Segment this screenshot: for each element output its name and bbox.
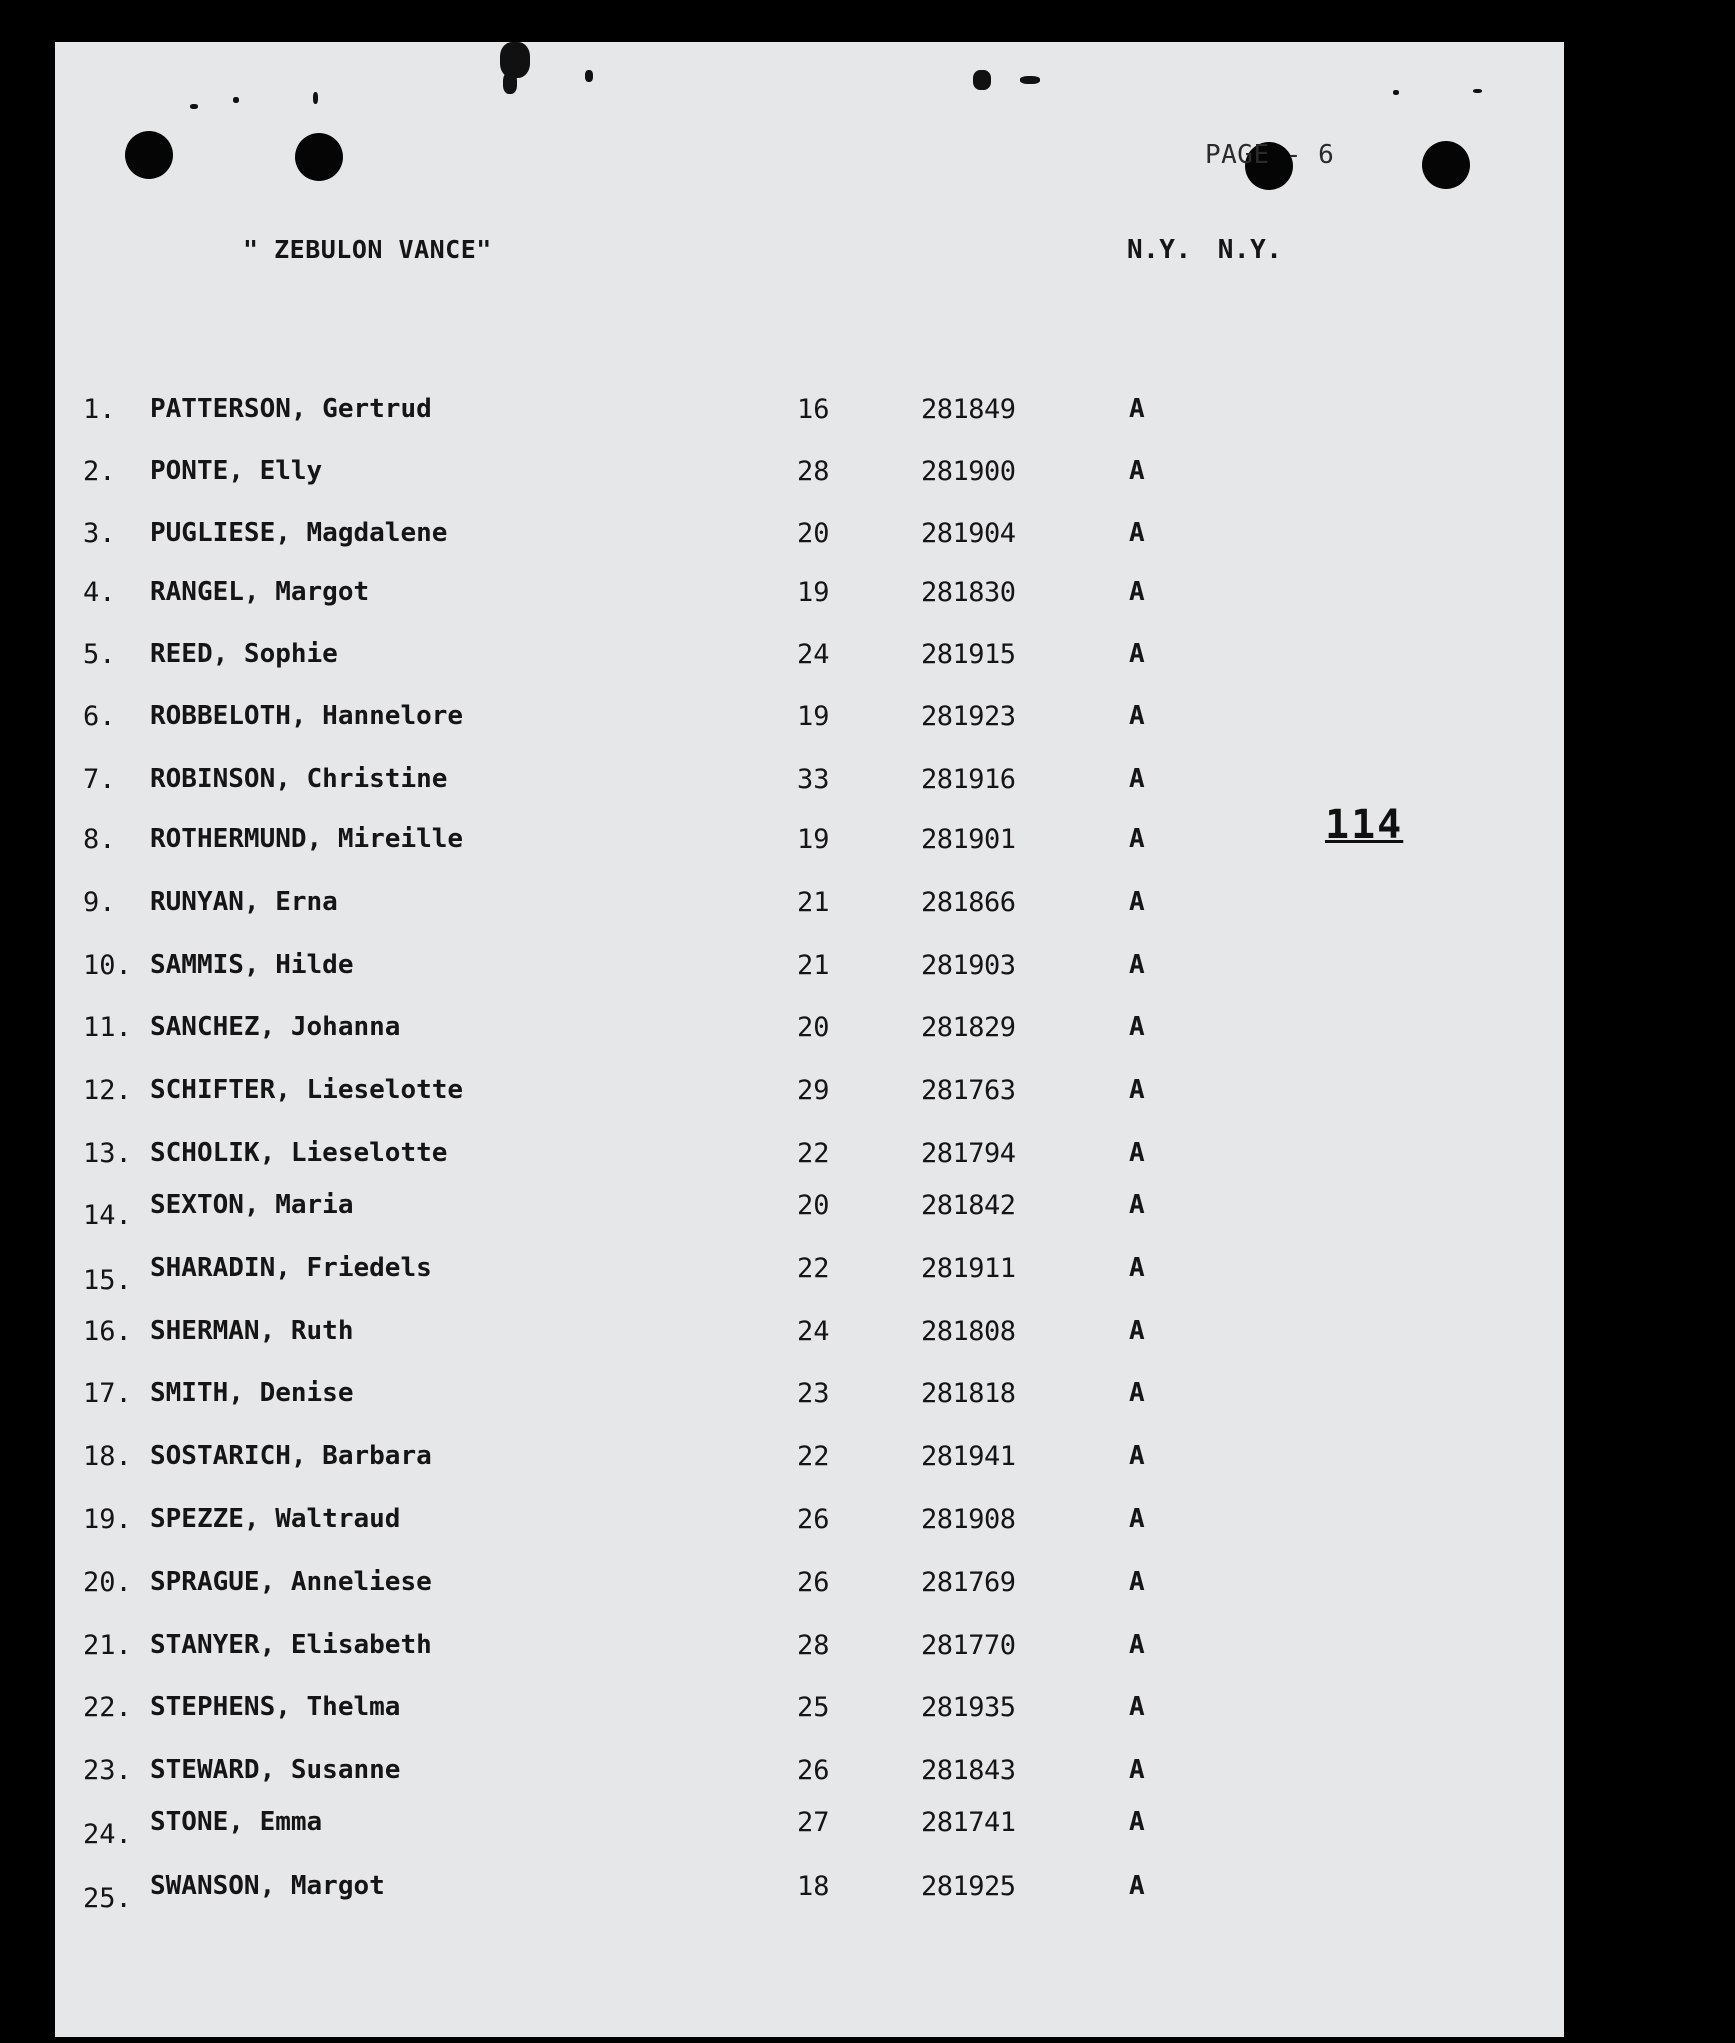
table-row <box>55 1755 1564 1795</box>
passenger-age: 25 <box>797 1692 830 1723</box>
table-row <box>55 701 1564 741</box>
passenger-number: 281925 <box>921 1871 1016 1902</box>
passenger-number: 281842 <box>921 1190 1016 1221</box>
row-number: 23. <box>83 1755 132 1786</box>
table-row <box>55 456 1564 496</box>
row-number: 20. <box>83 1567 132 1598</box>
passenger-name: ROTHERMUND, Mireille <box>150 824 464 854</box>
ink-speck <box>1473 89 1482 93</box>
passenger-class: A <box>1129 1755 1145 1785</box>
passenger-name: ROBBELOTH, Hannelore <box>150 701 464 731</box>
passenger-number: 281908 <box>921 1504 1016 1535</box>
passenger-number: 281923 <box>921 701 1016 732</box>
table-row <box>55 1630 1564 1670</box>
passenger-class: A <box>1129 1692 1145 1722</box>
row-number: 12. <box>83 1075 132 1106</box>
passenger-class: A <box>1129 577 1145 607</box>
passenger-name: SANCHEZ, Johanna <box>150 1012 401 1042</box>
passenger-number: 281770 <box>921 1630 1016 1661</box>
punch-hole <box>1422 141 1470 189</box>
passenger-name: RUNYAN, Erna <box>150 887 338 917</box>
table-row <box>55 577 1564 617</box>
row-number: 13. <box>83 1138 132 1169</box>
passenger-name: PUGLIESE, Magdalene <box>150 518 448 548</box>
passenger-age: 18 <box>797 1871 830 1902</box>
row-number: 9. <box>83 887 116 918</box>
passenger-number: 281901 <box>921 824 1016 855</box>
table-row <box>55 764 1564 804</box>
passenger-class: A <box>1129 1807 1145 1837</box>
passenger-name: SEXTON, Maria <box>150 1190 354 1220</box>
row-number: 6. <box>83 701 116 732</box>
passenger-class: A <box>1129 1567 1145 1597</box>
passenger-number: 281915 <box>921 639 1016 670</box>
ink-speck <box>190 104 198 109</box>
table-row <box>55 1316 1564 1356</box>
table-row <box>55 824 1564 864</box>
passenger-age: 33 <box>797 764 830 795</box>
table-row <box>55 1075 1564 1115</box>
passenger-age: 19 <box>797 701 830 732</box>
passenger-age: 20 <box>797 1012 830 1043</box>
table-row <box>55 1871 1564 1914</box>
port: N.Y. N.Y. <box>1127 235 1283 265</box>
passenger-age: 29 <box>797 1075 830 1106</box>
passenger-number: 281763 <box>921 1075 1016 1106</box>
table-row <box>55 1190 1564 1230</box>
passenger-age: 26 <box>797 1504 830 1535</box>
passenger-class: A <box>1129 1012 1145 1042</box>
passenger-age: 20 <box>797 518 830 549</box>
passenger-name: SPEZZE, Waltraud <box>150 1504 401 1534</box>
passenger-age: 26 <box>797 1567 830 1598</box>
table-row <box>55 518 1564 558</box>
passenger-number: 281900 <box>921 456 1016 487</box>
row-number: 14. <box>83 1200 132 1231</box>
passenger-age: 23 <box>797 1378 830 1409</box>
passenger-class: A <box>1129 518 1145 548</box>
table-row <box>55 1807 1564 1850</box>
passenger-class: A <box>1129 456 1145 486</box>
table-row <box>55 887 1564 927</box>
passenger-name: STONE, Emma <box>150 1807 323 1837</box>
passenger-number: 281903 <box>921 950 1016 981</box>
passenger-class: A <box>1129 1871 1145 1901</box>
passenger-age: 16 <box>797 394 830 425</box>
passenger-name: SCHIFTER, Lieselotte <box>150 1075 464 1105</box>
passenger-age: 26 <box>797 1755 830 1786</box>
passenger-age: 28 <box>797 456 830 487</box>
passenger-class: A <box>1129 1138 1145 1168</box>
passenger-number: 281941 <box>921 1441 1016 1472</box>
row-number: 7. <box>83 764 116 795</box>
passenger-class: A <box>1129 1630 1145 1660</box>
marginal-note: 114 <box>1325 802 1404 848</box>
passenger-number: 281741 <box>921 1807 1016 1838</box>
passenger-age: 21 <box>797 887 830 918</box>
passenger-class: A <box>1129 1441 1145 1471</box>
passenger-class: A <box>1129 950 1145 980</box>
row-number: 1. <box>83 394 116 425</box>
passenger-age: 20 <box>797 1190 830 1221</box>
passenger-number: 281830 <box>921 577 1016 608</box>
table-row <box>55 639 1564 679</box>
passenger-number: 281818 <box>921 1378 1016 1409</box>
passenger-class: A <box>1129 1316 1145 1346</box>
table-row <box>55 1567 1564 1607</box>
passenger-number: 281904 <box>921 518 1016 549</box>
passenger-class: A <box>1129 824 1145 854</box>
passenger-class: A <box>1129 1075 1145 1105</box>
passenger-name: SCHOLIK, Lieselotte <box>150 1138 448 1168</box>
passenger-class: A <box>1129 1190 1145 1220</box>
passenger-age: 24 <box>797 1316 830 1347</box>
ship-name: " ZEBULON VANCE" <box>243 235 492 264</box>
passenger-age: 19 <box>797 824 830 855</box>
passenger-class: A <box>1129 887 1145 917</box>
table-row <box>55 1012 1564 1052</box>
passenger-class: A <box>1129 701 1145 731</box>
row-number: 18. <box>83 1441 132 1472</box>
passenger-class: A <box>1129 1378 1145 1408</box>
table-row <box>55 950 1564 990</box>
punch-hole <box>125 131 173 179</box>
passenger-class: A <box>1129 764 1145 794</box>
ink-speck <box>1393 90 1399 95</box>
table-row <box>55 1253 1564 1296</box>
passenger-name: SWANSON, Margot <box>150 1871 385 1901</box>
table-row <box>55 1138 1564 1178</box>
manifest-page <box>55 42 1564 2037</box>
row-number: 19. <box>83 1504 132 1535</box>
passenger-age: 22 <box>797 1253 830 1284</box>
passenger-class: A <box>1129 1504 1145 1534</box>
ink-speck <box>1020 76 1040 84</box>
ink-speck <box>233 97 239 103</box>
passenger-age: 19 <box>797 577 830 608</box>
row-number: 22. <box>83 1692 132 1723</box>
row-number: 16. <box>83 1316 132 1347</box>
row-number: 11. <box>83 1012 132 1043</box>
passenger-number: 281808 <box>921 1316 1016 1347</box>
passenger-name: SOSTARICH, Barbara <box>150 1441 432 1471</box>
row-number: 8. <box>83 824 116 855</box>
ink-speck <box>973 70 991 90</box>
passenger-age: 21 <box>797 950 830 981</box>
passenger-number: 281843 <box>921 1755 1016 1786</box>
passenger-class: A <box>1129 1253 1145 1283</box>
passenger-age: 28 <box>797 1630 830 1661</box>
row-number: 10. <box>83 950 132 981</box>
passenger-name: PONTE, Elly <box>150 456 323 486</box>
passenger-number: 281935 <box>921 1692 1016 1723</box>
passenger-age: 22 <box>797 1138 830 1169</box>
passenger-name: REED, Sophie <box>150 639 338 669</box>
table-row <box>55 1441 1564 1481</box>
passenger-number: 281916 <box>921 764 1016 795</box>
passenger-name: SPRAGUE, Anneliese <box>150 1567 432 1597</box>
passenger-number: 281794 <box>921 1138 1016 1169</box>
row-number: 3. <box>83 518 116 549</box>
passenger-age: 27 <box>797 1807 830 1838</box>
passenger-name: SHARADIN, Friedels <box>150 1253 432 1283</box>
page-label: PAGE - 6 <box>1205 140 1335 170</box>
row-number: 21. <box>83 1630 132 1661</box>
passenger-class: A <box>1129 394 1145 424</box>
passenger-number: 281911 <box>921 1253 1016 1284</box>
passenger-number: 281769 <box>921 1567 1016 1598</box>
passenger-age: 24 <box>797 639 830 670</box>
passenger-name: SAMMIS, Hilde <box>150 950 354 980</box>
passenger-name: PATTERSON, Gertrud <box>150 394 432 424</box>
table-row <box>55 1504 1564 1544</box>
ink-speck <box>313 92 318 104</box>
row-number: 25. <box>83 1883 132 1914</box>
passenger-name: SHERMAN, Ruth <box>150 1316 354 1346</box>
table-row <box>55 1692 1564 1732</box>
table-row <box>55 1378 1564 1418</box>
ink-speck <box>585 70 593 82</box>
passenger-number: 281866 <box>921 887 1016 918</box>
passenger-number: 281829 <box>921 1012 1016 1043</box>
row-number: 15. <box>83 1265 132 1296</box>
punch-hole <box>295 133 343 181</box>
passenger-name: STANYER, Elisabeth <box>150 1630 432 1660</box>
passenger-name: STEPHENS, Thelma <box>150 1692 401 1722</box>
passenger-name: ROBINSON, Christine <box>150 764 448 794</box>
row-number: 5. <box>83 639 116 670</box>
row-number: 2. <box>83 456 116 487</box>
passenger-class: A <box>1129 639 1145 669</box>
passenger-name: RANGEL, Margot <box>150 577 370 607</box>
passenger-number: 281849 <box>921 394 1016 425</box>
row-number: 4. <box>83 577 116 608</box>
ink-speck <box>503 72 517 94</box>
passenger-name: STEWARD, Susanne <box>150 1755 401 1785</box>
table-row <box>55 394 1564 434</box>
row-number: 17. <box>83 1378 132 1409</box>
passenger-age: 22 <box>797 1441 830 1472</box>
passenger-name: SMITH, Denise <box>150 1378 354 1408</box>
row-number: 24. <box>83 1819 132 1850</box>
